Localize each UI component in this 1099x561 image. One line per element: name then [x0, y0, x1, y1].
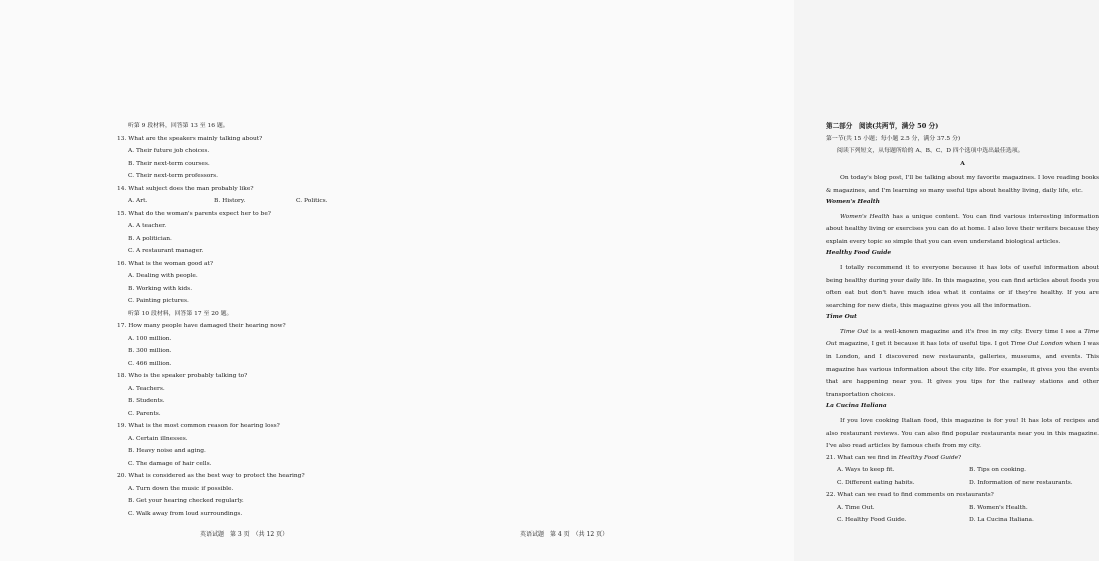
option[interactable]: A. Dealing with people.	[128, 273, 198, 279]
option[interactable]: C. 466 million.	[128, 360, 172, 367]
option-row	[826, 479, 1099, 492]
option[interactable]: B. Women's Health.	[969, 504, 1028, 511]
option[interactable]: C. Parents.	[128, 410, 161, 417]
option[interactable]: A. Certain illnesses.	[128, 435, 188, 442]
reading-section	[826, 122, 1099, 529]
option[interactable]: B. Students.	[128, 398, 165, 404]
magazine-name: Time Out	[840, 328, 869, 335]
instruction: 阅读下列短文，从每题所给的 A、B、C、D 四个选项中选出最佳选项。	[837, 148, 1024, 154]
question-stem: 15. What do the woman's parents expect her to be?	[117, 210, 271, 217]
option-row	[826, 466, 1099, 479]
option[interactable]: B. Tips on cooking.	[969, 467, 1027, 474]
question-stem: 18. Who is the speaker probably talking to?	[117, 373, 248, 379]
option[interactable]: C. Walk away from loud surroundings.	[128, 510, 243, 517]
magazine-text: magazine, I get it because it has lots of useful tips. I got	[837, 341, 1011, 348]
magazine-text: has a unique content. You can find various interesting information about healthy living or exercises you can do at home. I also love their writers because they explain every topic so simple that you can even understand biological articles.	[826, 213, 1099, 245]
option[interactable]: C. Different eating habits.	[837, 479, 915, 486]
option[interactable]: A. Their future job choices.	[128, 148, 210, 154]
option[interactable]: C. Healthy Food Guide.	[837, 517, 907, 524]
question-stem: 17. How many people have damaged their hearing now?	[117, 323, 286, 329]
magazine-name: Time Out	[826, 328, 1099, 348]
part-title: 第二部分 阅读(共两节，满分 50 分)	[826, 122, 939, 130]
magazine-paragraph	[826, 326, 1099, 402]
option[interactable]: C. A restaurant manager.	[128, 248, 204, 254]
option[interactable]: B. Heavy noise and aging.	[128, 448, 206, 454]
option[interactable]: D. Information of new restaurants.	[969, 479, 1073, 486]
question-21	[826, 454, 1099, 467]
magazine-name: Time Out London	[1010, 341, 1063, 348]
option[interactable]: A. Ways to keep fit.	[837, 467, 895, 474]
option[interactable]: B. History.	[214, 198, 246, 204]
magazine-heading: Time Out	[826, 313, 857, 321]
option[interactable]: B. A politician.	[128, 235, 172, 242]
option[interactable]: C. Painting pictures.	[128, 298, 189, 304]
question-stem: 20. What is considered as the best way to protect the hearing?	[117, 473, 305, 479]
option[interactable]: A. A teacher.	[128, 223, 167, 229]
passage-letter: A	[960, 159, 965, 167]
section-title: 第一节(共 15 小题；每小题 2.5 分，满分 37.5 分)	[826, 135, 961, 142]
option[interactable]: B. Their next-term courses.	[128, 160, 210, 167]
option-row	[826, 516, 1099, 529]
section-instruction: 听第 10 段材料，回答第 17 至 20 题。	[128, 310, 233, 317]
section-instruction: 听第 9 段材料，回答第 13 至 16 题。	[128, 123, 229, 129]
magazine-heading: Women's Health	[826, 198, 880, 206]
option[interactable]: C. Their next-term professors.	[128, 173, 219, 179]
question-stem: 14. What subject does the man probably like?	[117, 185, 254, 192]
option[interactable]: A. Time Out.	[837, 504, 875, 511]
magazine-heading: Healthy Food Guide	[826, 249, 892, 257]
option[interactable]: A. 100 million.	[128, 335, 172, 342]
option[interactable]: A. Art.	[128, 198, 148, 204]
left-exam-page	[0, 0, 397, 561]
question-stem: 21. What can we find in	[826, 454, 899, 461]
question-end: ?	[958, 454, 962, 461]
option[interactable]: A. Teachers.	[128, 385, 165, 392]
magazine-text: when I was in London, and I discovered new restaurants, galleries, museums, and events. This magazine has various information about the city life. For example, it gives you the events that are happening near you. It gives you tips for the railway stations and other transportation choices.	[826, 341, 1099, 398]
question-stem: 19. What is the most common reason for hearing loss?	[117, 423, 280, 429]
magazine-text: is a well-known magazine and it's free in my city. Every time I see a	[868, 328, 1085, 335]
right-exam-page	[397, 0, 1099, 561]
option[interactable]: D. La Cucina Italiana.	[969, 517, 1034, 524]
option-row	[117, 197, 379, 210]
listening-questions	[117, 122, 379, 522]
question-stem: 13. What are the speakers mainly talking about?	[117, 135, 263, 142]
magazine-paragraph: I totally recommend it to everyone because it has lots of useful information about being healthy during your daily life. In this magazine, you can find articles about foods you often eat but don't have much idea what it contains or if they're healthy. If you are searching for new diets, this magazine gives you all the information.	[826, 264, 1099, 309]
option[interactable]: B. Working with kids.	[128, 285, 193, 292]
magazine-paragraph	[826, 211, 1099, 249]
intro-paragraph: On today's blog post, I'll be talking about my favorite magazines. I love reading books & magazines, and I'm learning so many useful tips about healthy living, daily life, etc.	[826, 175, 1099, 194]
question-22: 22. What can we read to find comments on restaurants?	[826, 492, 994, 499]
option-row	[826, 504, 1099, 517]
option[interactable]: C. The damage of hair cells.	[128, 460, 212, 467]
page-footer-right: 英语试题 第 4 页 （共 12 页）	[520, 531, 609, 538]
option[interactable]: A. Turn down the music if possible.	[128, 485, 234, 492]
magazine-paragraph: If you love cooking Italian food, this magazine is for you! It has lots of recipes and also restaurant reviews. You can also find popular restaurants near you in this magazine. I've also read articles by famous chefs from my city.	[826, 417, 1099, 450]
option[interactable]: B. Get your hearing checked regularly.	[128, 498, 244, 504]
magazine-name: Healthy Food Guide	[898, 454, 959, 461]
option[interactable]: C. Politics.	[296, 198, 328, 204]
page-footer-left: 英语试题 第 3 页 （共 12 页）	[200, 531, 289, 538]
magazine-name: Women's Health	[840, 213, 890, 220]
question-stem: 16. What is the woman good at?	[117, 260, 214, 267]
option[interactable]: B. 300 million.	[128, 348, 172, 354]
magazine-heading: La Cucina Italiana	[826, 402, 887, 410]
